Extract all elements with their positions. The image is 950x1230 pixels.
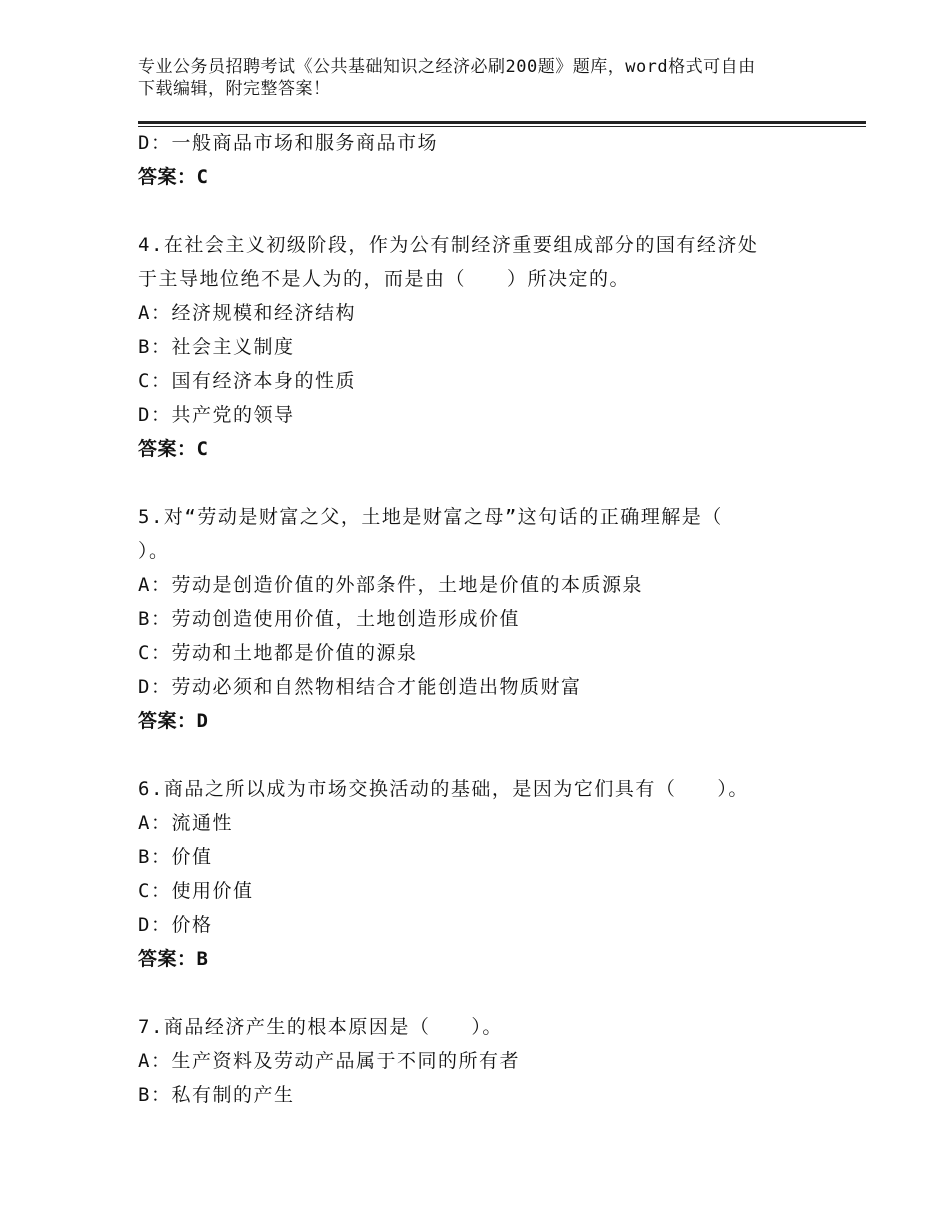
option-d: D：一般商品市场和服务商品市场	[138, 132, 438, 154]
option-d: D：劳动必须和自然物相结合才能创造出物质财富	[138, 676, 582, 698]
question-stem: ）。	[138, 540, 170, 562]
header-line-1: 专业公务员招聘考试《公共基础知识之经济必刷200题》题库，word格式可自由	[138, 57, 756, 77]
header-divider-thick	[138, 121, 866, 124]
answer-label: 答案：	[138, 166, 197, 188]
option-a: A：生产资料及劳动产品属于不同的所有者	[138, 1050, 520, 1072]
question-4	[138, 228, 838, 466]
option-b: B：社会主义制度	[138, 336, 295, 358]
option-d: D：共产党的领导	[138, 404, 295, 426]
answer-label: 答案：	[138, 710, 197, 732]
spacer	[138, 738, 838, 772]
question-stem: 7.商品经济产生的根本原因是（ ）。	[138, 1016, 503, 1038]
question-stem: 5.对“劳动是财富之父，土地是财富之母”这句话的正确理解是（	[138, 506, 723, 528]
option-a: A：劳动是创造价值的外部条件，土地是价值的本质源泉	[138, 574, 643, 596]
option-c: C：劳动和土地都是价值的源泉	[138, 642, 418, 664]
spacer	[138, 976, 838, 1010]
answer-value: C	[196, 166, 209, 188]
answer-value: D	[196, 710, 209, 732]
option-c: C：使用价值	[138, 880, 254, 902]
question-3-tail	[138, 126, 838, 194]
option-c: C：国有经济本身的性质	[138, 370, 356, 392]
answer-line	[138, 160, 838, 194]
answer-line	[138, 704, 838, 738]
question-stem: 4.在社会主义初级阶段，作为公有制经济重要组成部分的国有经济处	[138, 234, 759, 256]
answer-label: 答案：	[138, 438, 197, 460]
page-header	[138, 56, 818, 100]
answer-line	[138, 942, 838, 976]
option-b: B：劳动创造使用价值，土地创造形成价值	[138, 608, 520, 630]
option-b: B：价值	[138, 846, 213, 868]
spacer	[138, 194, 838, 228]
answer-line	[138, 432, 838, 466]
answer-value: C	[196, 438, 209, 460]
option-d: D：价格	[138, 914, 213, 936]
question-7	[138, 1010, 838, 1112]
answer-label: 答案：	[138, 948, 197, 970]
spacer	[138, 466, 838, 500]
option-a: A：经济规模和经济结构	[138, 302, 356, 324]
option-a: A：流通性	[138, 812, 233, 834]
question-5	[138, 500, 838, 738]
question-6	[138, 772, 838, 976]
option-b: B：私有制的产生	[138, 1084, 295, 1106]
question-stem: 于主导地位绝不是人为的，而是由（ ）所决定的。	[138, 268, 631, 290]
header-line-2: 下载编辑，附完整答案！	[138, 79, 331, 99]
document-body	[138, 126, 838, 1112]
answer-value: B	[196, 948, 209, 970]
question-stem: 6.商品之所以成为市场交换活动的基础，是因为它们具有（ ）。	[138, 778, 749, 800]
